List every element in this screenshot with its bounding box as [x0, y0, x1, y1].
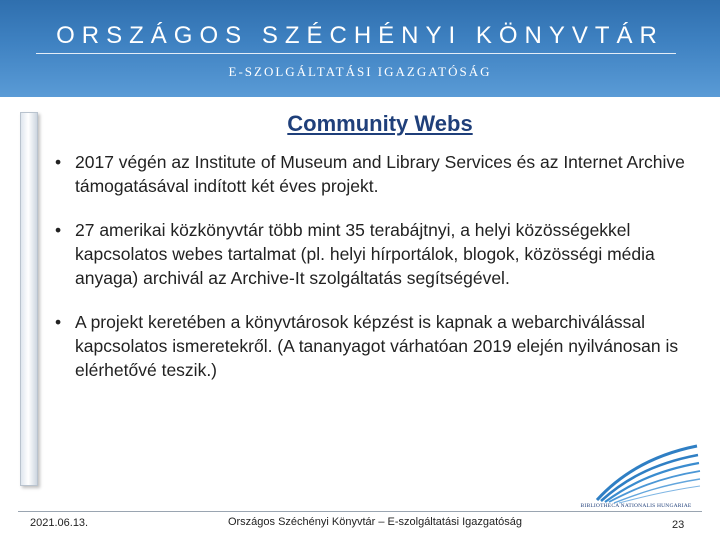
logo-caption: BIBLIOTHECA NATIONALIS HUNGARIAE: [580, 503, 692, 509]
list-item: [55, 218, 707, 290]
bullet-text: A projekt keretében a könyvtárosok képzést is kapnak a webarchiválással kapcsolatos ismeretekről. (A tananyagot várhatóan 2019 elején nyilvánosan is elérhetővé teszik.): [75, 312, 679, 380]
bullet-text: 2017 végén az Institute of Museum and Library Services és az Internet Archive támogatásával indított két éves projekt.: [75, 152, 685, 196]
institution-title: ORSZÁGOS SZÉCHÉNYI KÖNYVTÁR: [56, 22, 664, 49]
page-number: 23: [672, 519, 685, 531]
header-divider: [36, 53, 676, 54]
bullet-text: 27 amerikai közkönyvtár több mint 35 terabájtnyi, a helyi közösségekkel kapcsolatos webes tartalmat (pl. helyi hírportálok, blogok, közösségi média anyaga) archivál az Archive-It szolgáltatás segítségével.: [75, 220, 655, 288]
footer-divider: [18, 511, 702, 512]
library-wave-logo-icon: [592, 438, 702, 504]
footer-date: 2021.06.13.: [30, 517, 89, 529]
header-banner: [0, 0, 720, 97]
list-item: [55, 150, 707, 198]
list-item: [55, 310, 707, 382]
bullet-dot: •: [55, 152, 62, 172]
slide-title: Community Webs: [287, 111, 473, 136]
department-subtitle: E-SZOLGÁLTATÁSI IGAZGATÓSÁG: [228, 64, 492, 79]
bullet-dot: •: [55, 312, 62, 332]
bullet-dot: •: [55, 220, 62, 240]
bullet-list: [55, 150, 707, 402]
footer-organization: Országos Széchényi Könyvtár – E-szolgáltatási Igazgatóság: [227, 516, 523, 528]
decorative-side-bar: [20, 112, 38, 486]
